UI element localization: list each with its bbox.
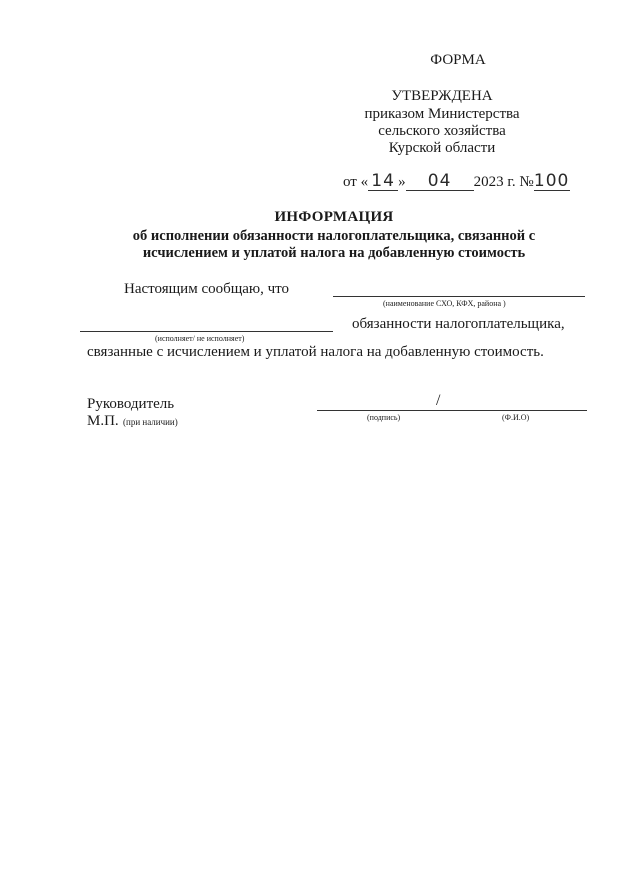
date-day: 14 xyxy=(368,172,398,191)
order-line-2: сельского хозяйства xyxy=(378,123,506,139)
order-line-1: приказом Министерства xyxy=(364,106,520,122)
fulfillment-field-line xyxy=(80,331,333,332)
order-number: 100 xyxy=(533,171,570,191)
date-line xyxy=(343,172,570,194)
fulfillment-caption: (исполняет/ не исполняет) xyxy=(155,334,245,343)
obligations-text: обязанности налогоплательщика, xyxy=(352,316,565,332)
document-subtitle-line-2: исчислением и уплатой налога на добавленную стоимость xyxy=(142,245,526,261)
approved-label: УТВЕРЖДЕНА xyxy=(391,88,493,104)
sign-caption: (подпись) xyxy=(367,413,401,422)
document-title: ИНФОРМАЦИЯ xyxy=(274,209,394,225)
order-line-3: Курской области xyxy=(388,140,496,156)
document-subtitle-line-1: об исполнении обязанности налогоплательщика, связанной с xyxy=(132,228,536,244)
date-year: 2023 г. № xyxy=(473,174,534,190)
related-text: связанные с исчислением и уплатой налога на добавленную стоимость. xyxy=(87,344,544,360)
organization-field-line xyxy=(333,296,585,297)
head-label: Руководитель xyxy=(87,396,175,412)
intro-text: Настоящим сообщаю, что xyxy=(124,281,290,297)
signature-separator: / xyxy=(436,392,441,409)
form-label: ФОРМА xyxy=(430,52,486,68)
signature-field-line xyxy=(317,410,587,411)
date-month: 04 xyxy=(406,172,474,191)
seal-note: (при наличии) xyxy=(123,417,178,427)
date-quote-close: » xyxy=(398,174,406,190)
date-prefix: от « xyxy=(343,174,369,190)
seal-label: М.П. xyxy=(87,413,119,429)
organization-caption: (наименование СХО, КФХ, района ) xyxy=(383,299,506,308)
name-caption: (Ф.И.О) xyxy=(502,413,530,422)
